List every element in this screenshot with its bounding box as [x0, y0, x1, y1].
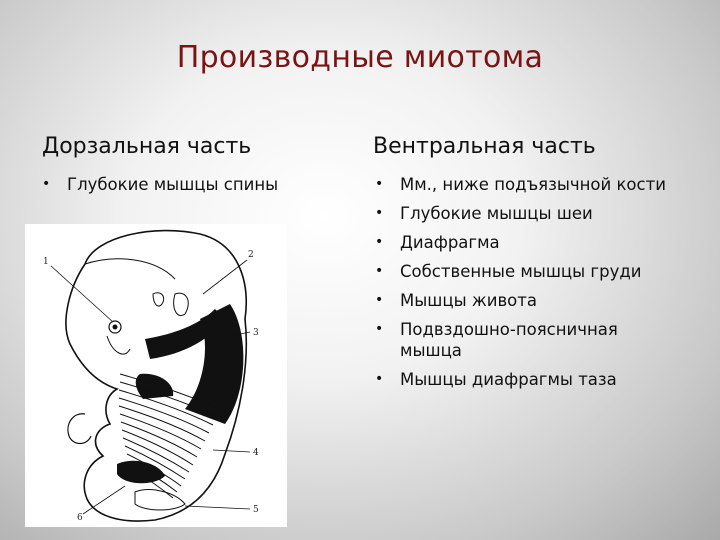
list-item: • Мм., ниже подъязычной кости: [373, 170, 703, 199]
list-item: • Мышцы диафрагмы таза: [373, 365, 703, 394]
bullet-icon: •: [375, 234, 384, 250]
figure-label-6: 6: [77, 513, 83, 523]
bullet-icon: •: [375, 176, 384, 192]
list-item: • Глубокие мышцы спины: [40, 170, 340, 199]
ventral-heading: Вентральная часть: [373, 134, 596, 159]
figure-label-4: 4: [253, 448, 259, 458]
dorsal-list: [40, 170, 340, 199]
bullet-icon: •: [375, 292, 384, 308]
list-item: • Диафрагма: [373, 228, 703, 257]
bullet-icon: •: [375, 371, 384, 387]
figure-label-3: 3: [253, 328, 259, 338]
embryo-myotome-figure: [25, 224, 287, 527]
ventral-list: [373, 170, 703, 394]
list-item: • Подвздошно-поясничная мышца: [373, 315, 703, 361]
dorsal-heading: Дорзальная часть: [42, 134, 252, 159]
bullet-icon: •: [375, 205, 384, 221]
list-item: • Собственные мышцы груди: [373, 257, 703, 286]
slide-title: Производные миотома: [176, 40, 544, 75]
list-item: • Глубокие мышцы шеи: [373, 199, 703, 228]
figure-label-5: 5: [253, 505, 259, 515]
list-item: • Мышцы живота: [373, 286, 703, 315]
bullet-icon: •: [375, 321, 384, 337]
figure-label-2: 2: [248, 250, 254, 260]
figure-label-1: 1: [43, 257, 49, 267]
bullet-icon: •: [375, 263, 384, 279]
bullet-icon: •: [42, 176, 51, 192]
